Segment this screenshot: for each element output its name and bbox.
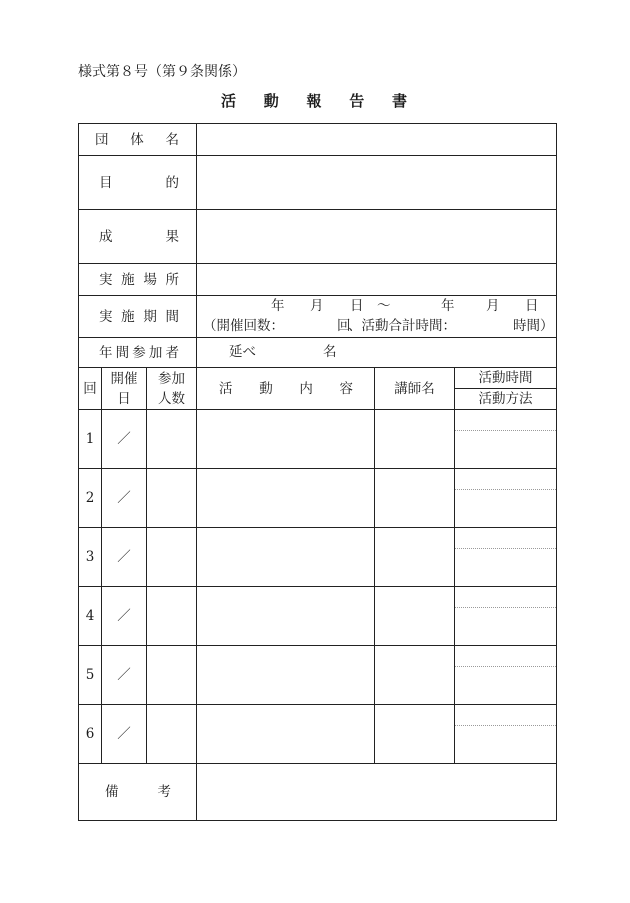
session-instructor-cell — [375, 528, 455, 587]
session-time-method-cell — [455, 587, 557, 646]
session-number-cell — [79, 705, 102, 764]
activity-time-slot — [455, 587, 556, 608]
total-hours-label: 、活動合計時間： — [348, 318, 457, 334]
session-time-method-cell — [455, 469, 557, 528]
start-year-unit: 年 — [271, 298, 285, 314]
attendees-header-line1: 参加 — [158, 370, 186, 387]
session-attendees-cell — [147, 705, 197, 764]
schedule-row — [79, 646, 557, 705]
activity-method-slot — [455, 726, 556, 763]
period-label: 実施期間 — [99, 308, 188, 325]
results-label-cell — [79, 210, 232, 264]
session-instructor-cell — [375, 646, 455, 705]
session-date-cell — [102, 587, 147, 646]
session-content-cell — [197, 646, 375, 705]
session-number-header-text: 回 — [83, 380, 97, 397]
schedule-row — [79, 410, 557, 469]
session-number-cell — [79, 469, 102, 528]
notes-label: 備考 — [105, 784, 210, 800]
session-time-method-cell — [455, 646, 557, 705]
period-value-box — [197, 296, 556, 337]
organization-label-cell — [79, 124, 201, 156]
content-header-text: 活動内容 — [219, 380, 380, 397]
schedule-row — [79, 528, 557, 587]
session-time-method-cell — [455, 410, 557, 469]
end-year-unit: 年 — [441, 298, 455, 314]
content-header — [197, 368, 380, 410]
sessions-count-label: （開催回数： — [203, 318, 285, 334]
session-instructor-cell — [375, 410, 455, 469]
period-row — [79, 296, 557, 338]
activity-time-slot — [455, 410, 556, 431]
session-number: 3 — [85, 549, 95, 565]
session-content-cell — [197, 469, 375, 528]
session-number-cell — [79, 528, 102, 587]
organization-label: 団体名 — [95, 131, 201, 148]
activity-method-slot — [455, 490, 556, 527]
date-header — [102, 368, 147, 410]
participants-row — [79, 338, 557, 368]
session-content-cell — [197, 528, 375, 587]
participants-label: 年間参加者 — [99, 344, 183, 361]
results-row — [79, 210, 557, 264]
participants-label-cell — [79, 338, 197, 368]
date-header-line1: 開催 — [110, 370, 138, 387]
participants-value-box — [197, 338, 556, 367]
purpose-value-cell — [197, 156, 557, 210]
session-number-cell — [79, 410, 102, 469]
venue-value-cell — [197, 264, 557, 296]
session-number-header — [79, 368, 102, 410]
period-label-cell — [79, 296, 197, 338]
organization-row — [79, 124, 557, 156]
instructor-header — [375, 368, 455, 410]
notes-value-cell — [197, 764, 557, 821]
session-instructor-cell — [375, 469, 455, 528]
results-value-cell — [197, 210, 557, 264]
date-separator: ／ — [117, 431, 131, 447]
session-date-cell — [102, 410, 147, 469]
start-day-unit: 日 — [350, 298, 364, 314]
sessions-count-unit: 回 — [337, 318, 351, 334]
session-date-cell — [102, 705, 147, 764]
period-value-cell — [197, 296, 557, 338]
activity-time-slot — [455, 646, 556, 667]
results-label: 成果 — [99, 228, 232, 245]
purpose-label-cell — [79, 156, 232, 210]
total-hours-unit: 時間） — [513, 318, 554, 334]
document-title: 活動報告書 — [221, 92, 435, 110]
activity-time-header: 活動時間 — [455, 368, 556, 389]
activity-method-slot — [455, 608, 556, 645]
activity-method-slot — [455, 431, 556, 468]
date-separator: ／ — [117, 490, 131, 506]
venue-row — [79, 264, 557, 296]
session-number-cell — [79, 646, 102, 705]
participants-unit: 名 — [323, 344, 337, 360]
session-number: 4 — [85, 608, 95, 624]
notes-row — [79, 764, 557, 821]
session-content-cell — [197, 587, 375, 646]
session-instructor-cell — [375, 587, 455, 646]
start-month-unit: 月 — [310, 298, 324, 314]
session-content-cell — [197, 705, 375, 764]
purpose-label: 目的 — [99, 174, 232, 191]
participants-prefix: 延べ — [229, 344, 257, 360]
session-number: 5 — [85, 667, 95, 683]
date-separator: ／ — [117, 549, 131, 565]
date-separator: ／ — [117, 608, 131, 624]
table-body — [79, 124, 557, 821]
activity-method-slot — [455, 667, 556, 704]
session-date-cell — [102, 528, 147, 587]
session-date-cell — [102, 469, 147, 528]
session-attendees-cell — [147, 646, 197, 705]
activity-time-slot — [455, 528, 556, 549]
activity-report-table — [78, 123, 557, 821]
schedule-row — [79, 705, 557, 764]
range-separator: ～ — [377, 298, 391, 314]
end-day-unit: 日 — [525, 298, 539, 314]
organization-value-cell — [197, 124, 557, 156]
activity-method-slot — [455, 549, 556, 586]
session-time-method-cell — [455, 705, 557, 764]
schedule-row — [79, 587, 557, 646]
activity-method-header: 活動方法 — [478, 391, 533, 407]
session-date-cell — [102, 646, 147, 705]
date-separator: ／ — [117, 726, 131, 742]
session-number: 1 — [85, 431, 95, 447]
form-number: 様式第８号（第９条関係） — [78, 64, 246, 80]
session-content-cell — [197, 410, 375, 469]
date-separator: ／ — [117, 667, 131, 683]
instructor-header-text: 講師名 — [394, 380, 435, 397]
end-month-unit: 月 — [486, 298, 500, 314]
activity-time-slot — [455, 469, 556, 490]
session-instructor-cell — [375, 705, 455, 764]
venue-label-cell — [79, 264, 197, 296]
session-time-method-cell — [455, 528, 557, 587]
session-number: 6 — [85, 726, 95, 742]
attendees-header — [147, 368, 197, 410]
session-number: 2 — [85, 490, 95, 506]
activity-time-slot — [455, 705, 556, 726]
schedule-header-row — [79, 368, 557, 410]
notes-label-cell — [79, 764, 210, 821]
session-number-cell — [79, 587, 102, 646]
purpose-row — [79, 156, 557, 210]
session-attendees-cell — [147, 528, 197, 587]
participants-value-cell — [197, 338, 557, 368]
time-method-header — [455, 368, 557, 410]
session-attendees-cell — [147, 587, 197, 646]
date-header-line2: 日 — [117, 390, 131, 407]
session-attendees-cell — [147, 410, 197, 469]
attendees-header-line2: 人数 — [158, 390, 186, 407]
schedule-row — [79, 469, 557, 528]
session-attendees-cell — [147, 469, 197, 528]
venue-label: 実施場所 — [99, 271, 188, 288]
